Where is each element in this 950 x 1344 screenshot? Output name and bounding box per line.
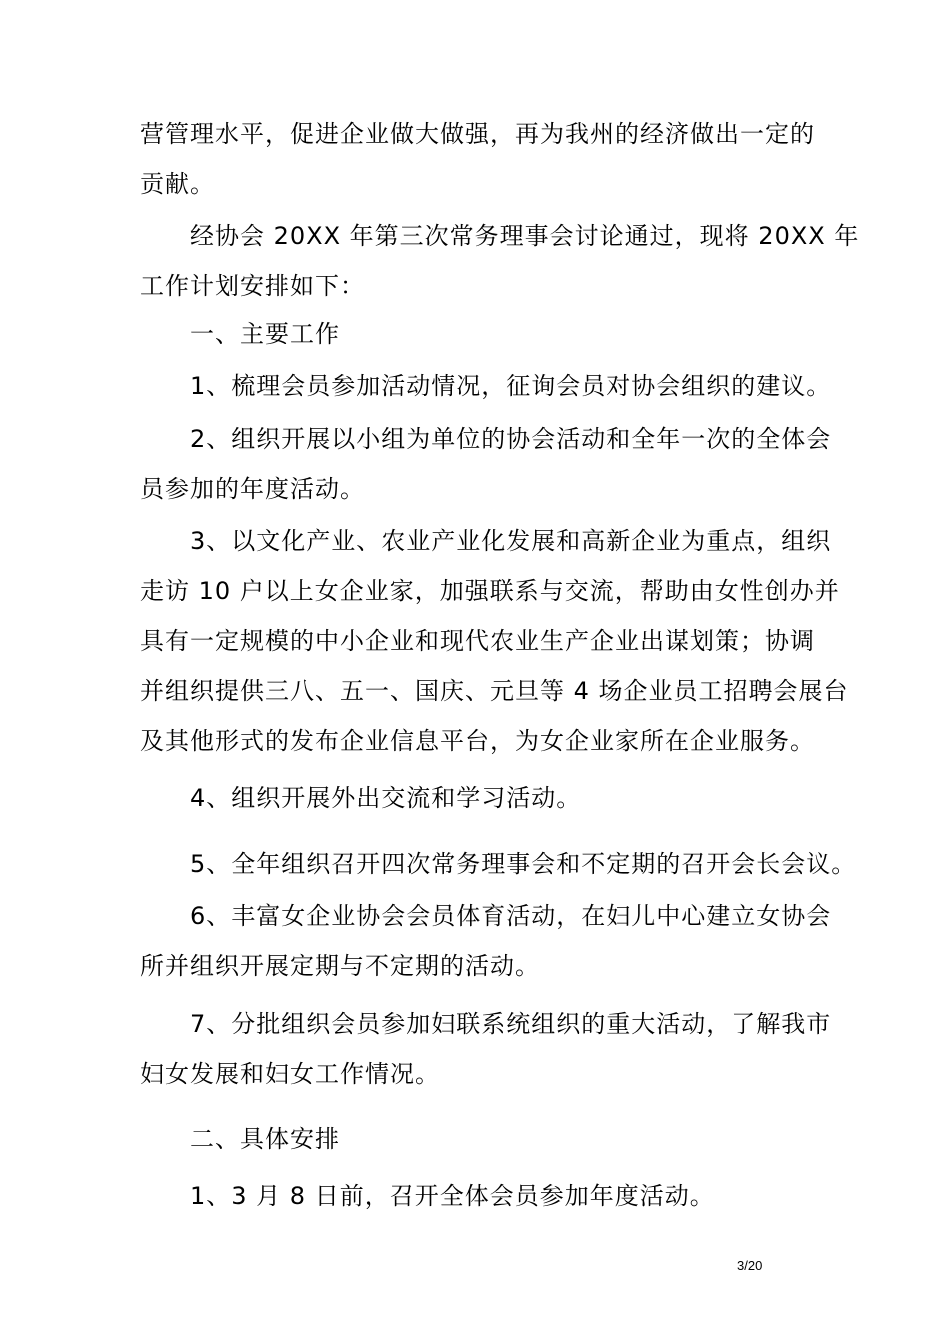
list-item: 7、分批组织会员参加妇联系统组织的重大活动，了解我市 — [190, 1010, 832, 1038]
text-line: 员参加的年度活动。 — [140, 475, 365, 503]
text-line: 具有一定规模的中小企业和现代农业生产企业出谋划策；协调 — [140, 627, 815, 655]
list-item: 1、梳理会员参加活动情况，征询会员对协会组织的建议。 — [190, 372, 832, 400]
list-item: 6、丰富女企业协会会员体育活动，在妇儿中心建立女协会 — [190, 902, 832, 930]
text-line: 工作计划安排如下： — [140, 272, 365, 300]
list-item: 4、组织开展外出交流和学习活动。 — [190, 784, 582, 812]
text-line: 走访 10 户以上女企业家，加强联系与交流，帮助由女性创办并 — [140, 577, 840, 605]
list-item: 3、以文化产业、农业产业化发展和高新企业为重点，组织 — [190, 527, 832, 555]
text-line: 所并组织开展定期与不定期的活动。 — [140, 952, 540, 980]
page-number: 3/20 — [737, 1258, 763, 1273]
list-item: 1、3 月 8 日前，召开全体会员参加年度活动。 — [190, 1182, 715, 1210]
section-heading: 二、具体安排 — [190, 1125, 340, 1153]
text-line: 及其他形式的发布企业信息平台，为女企业家所在企业服务。 — [140, 727, 815, 755]
section-heading: 一、主要工作 — [190, 320, 340, 348]
text-line: 并组织提供三八、五一、国庆、元旦等 4 场企业员工招聘会展台 — [140, 677, 849, 705]
text-line: 妇女发展和妇女工作情况。 — [140, 1060, 440, 1088]
list-item: 5、全年组织召开四次常务理事会和不定期的召开会长会议。 — [190, 850, 857, 878]
text-line: 营管理水平，促进企业做大做强，再为我州的经济做出一定的 — [140, 120, 815, 148]
text-line: 贡献。 — [140, 170, 215, 198]
list-item: 2、组织开展以小组为单位的协会活动和全年一次的全体会 — [190, 425, 832, 453]
paragraph-line: 经协会 20XX 年第三次常务理事会讨论通过，现将 20XX 年 — [190, 222, 860, 250]
